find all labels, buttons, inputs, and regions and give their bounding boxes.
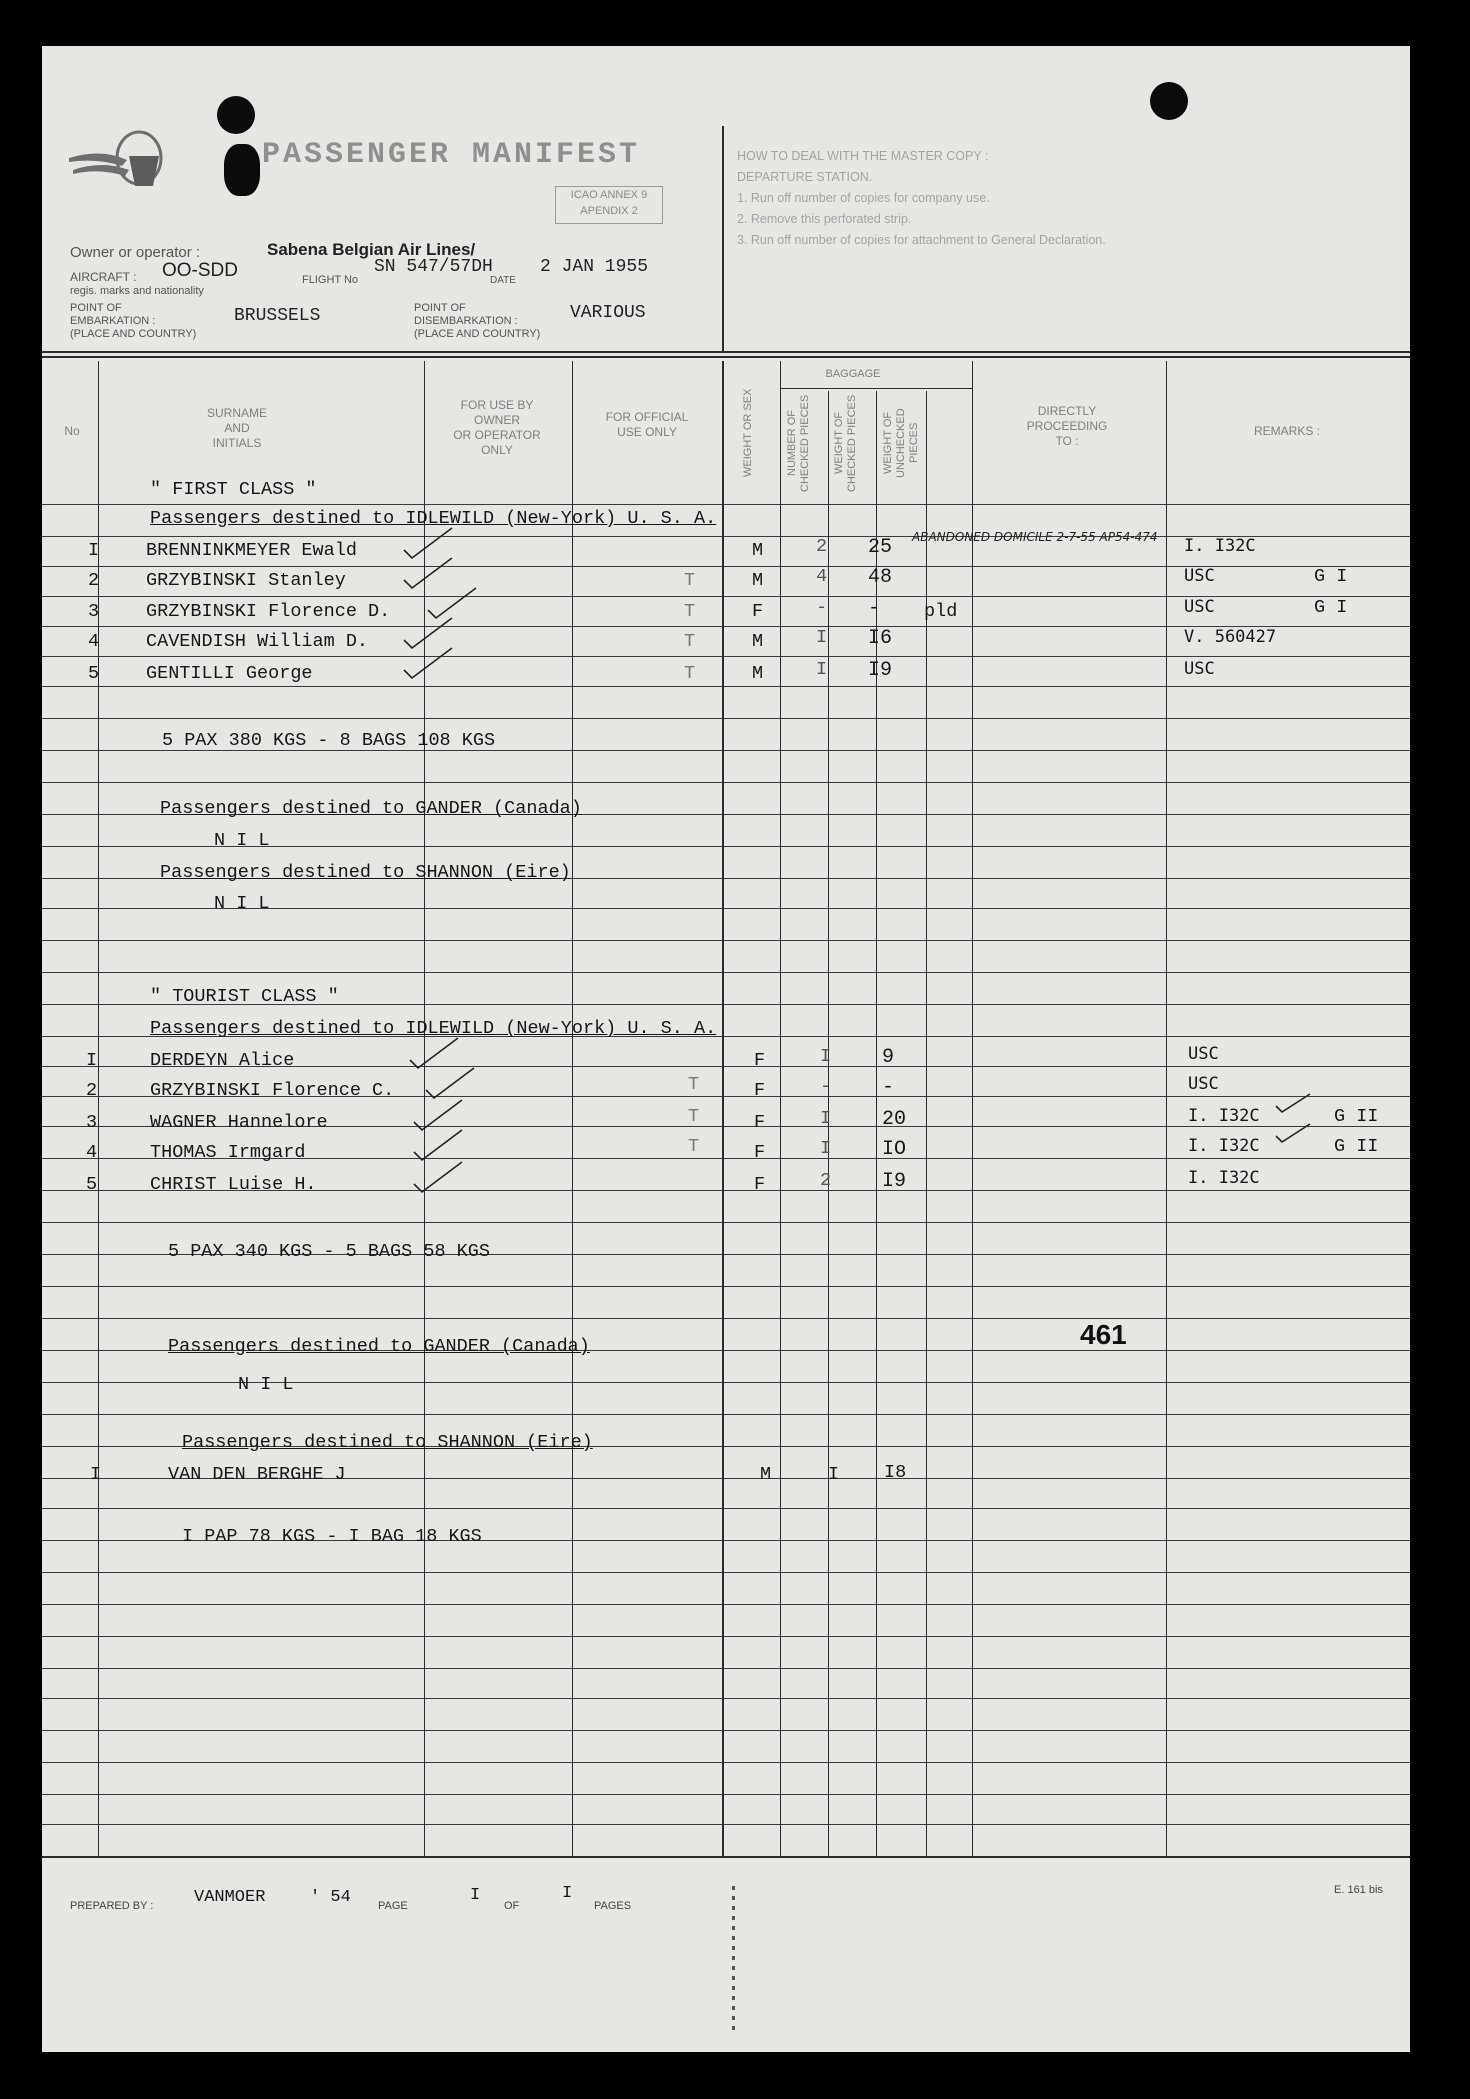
passenger-sex: M — [752, 631, 764, 652]
passenger-weight: I9 — [882, 1170, 907, 1193]
passenger-name: GRZYBINSKI Florence D. — [146, 601, 391, 622]
passenger-pieces: I — [816, 659, 828, 680]
embarkation-label-line: EMBARKATION : — [70, 315, 156, 327]
of-value: I — [562, 1884, 573, 1903]
table-column-rule — [424, 361, 425, 1856]
table-rule — [42, 1698, 1410, 1699]
table-rule — [42, 1636, 1410, 1637]
perforation-dot — [732, 2006, 735, 2010]
perforation-dot — [732, 1976, 735, 1980]
col-header-directly-line: DIRECTLY — [1037, 404, 1097, 418]
date-value: 2 JAN 1955 — [540, 257, 649, 277]
section-tourist-class: " TOURIST CLASS " — [150, 986, 339, 1007]
embarkation-label-line: POINT OF — [70, 302, 122, 314]
instruction-line: 3. Run off number of copies for attachment to General Declaration. — [737, 233, 1106, 247]
table-rule — [42, 1604, 1410, 1605]
passenger-remarks-group: G II — [1334, 1136, 1379, 1157]
table-rule — [42, 1286, 1410, 1287]
table-rule — [42, 1730, 1410, 1731]
passenger-sex: F — [754, 1050, 766, 1071]
col-header-official-line: FOR OFFICIAL — [605, 410, 689, 424]
passenger-remarks-group: G I — [1314, 566, 1348, 587]
first-class-summary: 5 PAX 380 KGS - 8 BAGS 108 KGS — [162, 730, 496, 751]
perforation-dot — [732, 1936, 735, 1940]
perforation-dot — [732, 1916, 735, 1920]
instruction-line: HOW TO DEAL WITH THE MASTER COPY : — [737, 149, 989, 163]
passenger-pieces: 4 — [816, 566, 828, 587]
embarkation-label-line: (PLACE AND COUNTRY) — [70, 328, 197, 340]
passenger-sex: M — [752, 570, 764, 591]
col-header-surname-line: SURNAME — [206, 406, 267, 420]
sabena-logo-icon — [67, 126, 177, 196]
destination-idlewild-tourist: Passengers destined to IDLEWILD (New-York) U. S. A. — [150, 1018, 717, 1039]
passenger-weight: I6 — [868, 627, 893, 650]
table-rule — [42, 504, 1410, 505]
col-header-surname — [122, 406, 352, 451]
table-column-rule — [572, 361, 573, 1856]
col-header-surname-line: INITIALS — [212, 436, 262, 450]
shannon-passenger-sex: M — [760, 1464, 772, 1485]
passenger-weight: - — [868, 597, 881, 620]
tourist-shannon-summary: I PAP 78 KGS - I BAG 18 KGS — [182, 1526, 482, 1547]
passenger-name: DERDEYN Alice — [150, 1050, 295, 1071]
passenger-weight: I9 — [868, 659, 893, 682]
shannon-passenger-pieces: I — [828, 1464, 840, 1485]
passenger-type-mark: T — [684, 663, 696, 684]
regis-label: regis. marks and nationality — [70, 285, 204, 297]
passenger-remarks: USC — [1184, 597, 1215, 617]
perforation-dot — [732, 1906, 735, 1910]
form-code: E. 161 bis — [1334, 1884, 1383, 1896]
passenger-type-mark: T — [688, 1074, 700, 1095]
destination-gander-first: Passengers destined to GANDER (Canada) — [160, 798, 582, 819]
ink-blot — [224, 144, 260, 196]
col-header-remarks: REMARKS : — [1253, 424, 1320, 438]
passenger-pieces: - — [820, 1076, 832, 1097]
passenger-remarks: V. 560427 — [1184, 627, 1277, 647]
table-rule — [42, 782, 1410, 783]
check-mark — [426, 1068, 474, 1098]
table-column-rule — [722, 126, 724, 351]
perforation-dot — [732, 1956, 735, 1960]
prepared-by-label: PREPARED BY : — [70, 1900, 154, 1912]
col-header-official-line: USE ONLY — [617, 425, 677, 439]
col-header-owner-line: OWNER — [474, 413, 520, 427]
perforation-dot — [732, 2016, 735, 2020]
passenger-no: 4 — [88, 631, 100, 652]
destination-shannon-tourist: Passengers destined to SHANNON (Eire) — [182, 1432, 593, 1453]
col-header-directly-proceeding — [972, 404, 1162, 449]
passenger-pieces: I — [820, 1046, 832, 1067]
instruction-line: DEPARTURE STATION. — [737, 170, 873, 184]
table-rule — [42, 940, 1410, 941]
date-label: DATE — [490, 275, 516, 286]
table-rule — [42, 1856, 1410, 1858]
perforation-dot — [732, 1986, 735, 1990]
passenger-remarks: USC — [1188, 1074, 1219, 1094]
passenger-no: 3 — [88, 601, 100, 622]
passenger-name: CAVENDISH William D. — [146, 631, 369, 652]
passenger-no: 3 — [86, 1112, 98, 1133]
abandoned-domicile-note: ABANDONED DOMICILE 2-7-55 AP54-474 — [912, 530, 1158, 544]
check-mark — [404, 618, 452, 648]
passenger-sex: F — [752, 601, 764, 622]
passenger-sex: F — [754, 1174, 766, 1195]
aircraft-label: AIRCRAFT : — [70, 270, 137, 284]
shannon-first-nil: N I L — [214, 893, 270, 914]
passenger-pieces: - — [816, 597, 828, 618]
perforation-dot — [732, 1996, 735, 2000]
col-header-owner-line: FOR USE BY — [460, 398, 534, 412]
table-column-rule — [1166, 361, 1167, 1856]
icao-reference-box — [555, 186, 663, 224]
col-header-owner-line: ONLY — [481, 443, 513, 457]
check-mark — [404, 558, 452, 588]
table-rule — [42, 1508, 1410, 1509]
perforation-dot — [732, 1946, 735, 1950]
passenger-weight: 48 — [868, 566, 893, 589]
prepared-by-code: ' 54 — [310, 1888, 351, 1907]
perforation-dot — [732, 1966, 735, 1970]
passenger-pieces: 2 — [816, 536, 828, 557]
passenger-remarks-group: G I — [1314, 597, 1348, 618]
table-rule — [42, 656, 1410, 657]
perforation-dot — [732, 1896, 735, 1900]
passenger-no: 5 — [86, 1174, 98, 1195]
instruction-line: 2. Remove this perforated strip. — [737, 212, 912, 226]
disembarkation-label-line: POINT OF — [414, 302, 466, 314]
table-rule — [42, 1668, 1410, 1669]
table-rule — [42, 972, 1410, 973]
perforation-dot — [732, 1886, 735, 1890]
icao-appendix: APENDIX 2 — [580, 205, 638, 217]
perforation-dot — [732, 1926, 735, 1930]
table-rule — [42, 1762, 1410, 1763]
col-header-baggage: BAGGAGE — [825, 368, 881, 380]
punch-hole-left — [217, 96, 255, 134]
gander-first-nil: N I L — [214, 830, 270, 851]
check-mark — [414, 1162, 462, 1192]
page-value: I — [470, 1886, 481, 1905]
passenger-pieces: I — [820, 1138, 832, 1159]
destination-gander-tourist: Passengers destined to GANDER (Canada) — [168, 1336, 590, 1357]
passenger-no: 2 — [86, 1080, 98, 1101]
check-mark — [428, 588, 476, 618]
owner-value: Sabena Belgian Air Lines/ — [267, 240, 476, 259]
table-column-rule — [722, 361, 724, 1856]
gander-tourist-nil: N I L — [238, 1374, 294, 1395]
table-rule — [42, 351, 1410, 353]
passenger-name: GRZYBINSKI Stanley — [146, 570, 346, 591]
passenger-sex: M — [752, 663, 764, 684]
manifest-sheet — [42, 46, 1410, 2052]
check-mark — [404, 648, 452, 678]
col-header-surname-line: AND — [224, 421, 250, 435]
pages-label: PAGES — [594, 1900, 632, 1912]
table-rule — [42, 1318, 1410, 1319]
check-mark — [410, 1038, 458, 1068]
passenger-sex: F — [754, 1080, 766, 1101]
flight-value: SN 547/57DH — [374, 257, 493, 277]
col-header-number-checked: NUMBER OF CHECKED PIECES — [786, 394, 811, 492]
check-mark — [414, 1130, 462, 1160]
table-column-rule — [780, 361, 781, 1856]
table-rule — [42, 1222, 1410, 1223]
passenger-remarks-group: G II — [1334, 1106, 1379, 1127]
passenger-remarks: I. I32C — [1188, 1106, 1260, 1126]
disembarkation-label-line: DISEMBARKATION : — [414, 315, 518, 327]
passenger-pieces: I — [820, 1108, 832, 1129]
table-rule — [42, 356, 1410, 358]
passenger-no: 2 — [88, 570, 100, 591]
aircraft-value: OO-SDD — [162, 260, 238, 281]
prepared-by-value: VANMOER — [194, 1888, 266, 1907]
destination-idlewild-first: Passengers destined to IDLEWILD (New-York) U. S. A. — [150, 508, 717, 529]
passenger-unchecked: pld — [924, 601, 958, 622]
col-header-owner-use — [422, 398, 572, 458]
flight-label: FLIGHT No — [302, 274, 359, 286]
passenger-type-mark: T — [688, 1106, 700, 1127]
passenger-pieces: I — [816, 627, 828, 648]
passenger-weight: 9 — [882, 1046, 895, 1069]
passenger-sex: F — [754, 1142, 766, 1163]
passenger-name: GRZYBINSKI Florence C. — [150, 1080, 395, 1101]
passenger-no: 5 — [88, 663, 100, 684]
instruction-line: 1. Run off number of copies for company use. — [737, 191, 990, 205]
passenger-name: CHRIST Luise H. — [150, 1174, 317, 1195]
passenger-name: BRENNINKMEYER Ewald — [146, 540, 357, 561]
passenger-remarks: I. I32C — [1184, 536, 1256, 556]
embarkation-value: BRUSSELS — [234, 306, 321, 326]
tourist-class-summary: 5 PAX 340 KGS - 5 BAGS 58 KGS — [168, 1241, 490, 1262]
icao-annex: ICAO ANNEX 9 — [570, 189, 648, 201]
passenger-remarks: USC — [1184, 659, 1215, 679]
passenger-remarks: USC — [1188, 1044, 1219, 1064]
table-rule — [42, 1824, 1410, 1825]
passenger-name: GENTILLI George — [146, 663, 313, 684]
page-label: PAGE — [378, 1900, 408, 1912]
owner-label: Owner or operator : — [70, 244, 201, 261]
shannon-passenger-name: VAN DEN BERGHE J — [168, 1464, 346, 1485]
passenger-remarks: I. I32C — [1188, 1168, 1260, 1188]
passenger-remarks: I. I32C — [1188, 1136, 1260, 1156]
passenger-remarks: USC — [1184, 566, 1215, 586]
col-header-weight-unchecked: WEIGHT OF UNCHECKED PIECES — [882, 408, 920, 478]
passenger-weight: - — [882, 1076, 895, 1099]
master-copy-instructions — [737, 146, 1106, 251]
perforation-dot — [732, 2026, 735, 2030]
punch-hole-right — [1150, 82, 1188, 120]
of-label: OF — [504, 1900, 520, 1912]
passenger-type-mark: T — [684, 570, 696, 591]
col-header-weight-checked: WEIGHT OF CHECKED PIECES — [833, 394, 858, 492]
stamp-number: 461 — [1080, 1319, 1127, 1350]
table-rule — [42, 718, 1410, 719]
embarkation-label — [70, 302, 196, 341]
col-header-official-use — [572, 410, 722, 440]
table-rule — [42, 1572, 1410, 1573]
passenger-weight: IO — [882, 1138, 907, 1161]
passenger-weight: 20 — [882, 1108, 907, 1131]
shannon-passenger-weight: I8 — [884, 1462, 907, 1483]
passenger-name: THOMAS Irmgard — [150, 1142, 306, 1163]
disembarkation-label-line: (PLACE AND COUNTRY) — [414, 328, 541, 340]
passenger-pieces: 2 — [820, 1170, 832, 1191]
passenger-sex: M — [752, 540, 764, 561]
passenger-type-mark: T — [684, 631, 696, 652]
passenger-no: I — [86, 1050, 98, 1071]
passenger-no: 4 — [86, 1142, 98, 1163]
table-rule — [42, 686, 1410, 687]
shannon-passenger-no: I — [90, 1464, 102, 1485]
passenger-weight: 25 — [868, 536, 893, 559]
manifest-title: PASSENGER MANIFEST — [262, 138, 641, 172]
passenger-sex: F — [754, 1112, 766, 1133]
col-header-directly-line: PROCEEDING — [1026, 419, 1108, 433]
table-column-rule — [972, 361, 973, 1856]
table-rule — [42, 1794, 1410, 1795]
baggage-subheader-rule — [780, 388, 972, 389]
disembarkation-value: VARIOUS — [570, 303, 646, 323]
destination-shannon-first: Passengers destined to SHANNON (Eire) — [160, 862, 571, 883]
passenger-no: I — [88, 540, 100, 561]
section-first-class: " FIRST CLASS " — [150, 479, 317, 500]
table-rule — [42, 1414, 1410, 1415]
passenger-type-mark: T — [688, 1136, 700, 1157]
disembarkation-label — [414, 302, 540, 341]
col-header-no: No — [64, 424, 80, 438]
passenger-name: WAGNER Hannelore — [150, 1112, 328, 1133]
col-header-owner-line: OR OPERATOR — [453, 428, 541, 442]
col-header-weight-sex: WEIGHT OR SEX — [742, 388, 754, 478]
col-header-directly-line: TO : — [1055, 434, 1079, 448]
passenger-type-mark: T — [684, 601, 696, 622]
check-mark — [404, 528, 452, 558]
